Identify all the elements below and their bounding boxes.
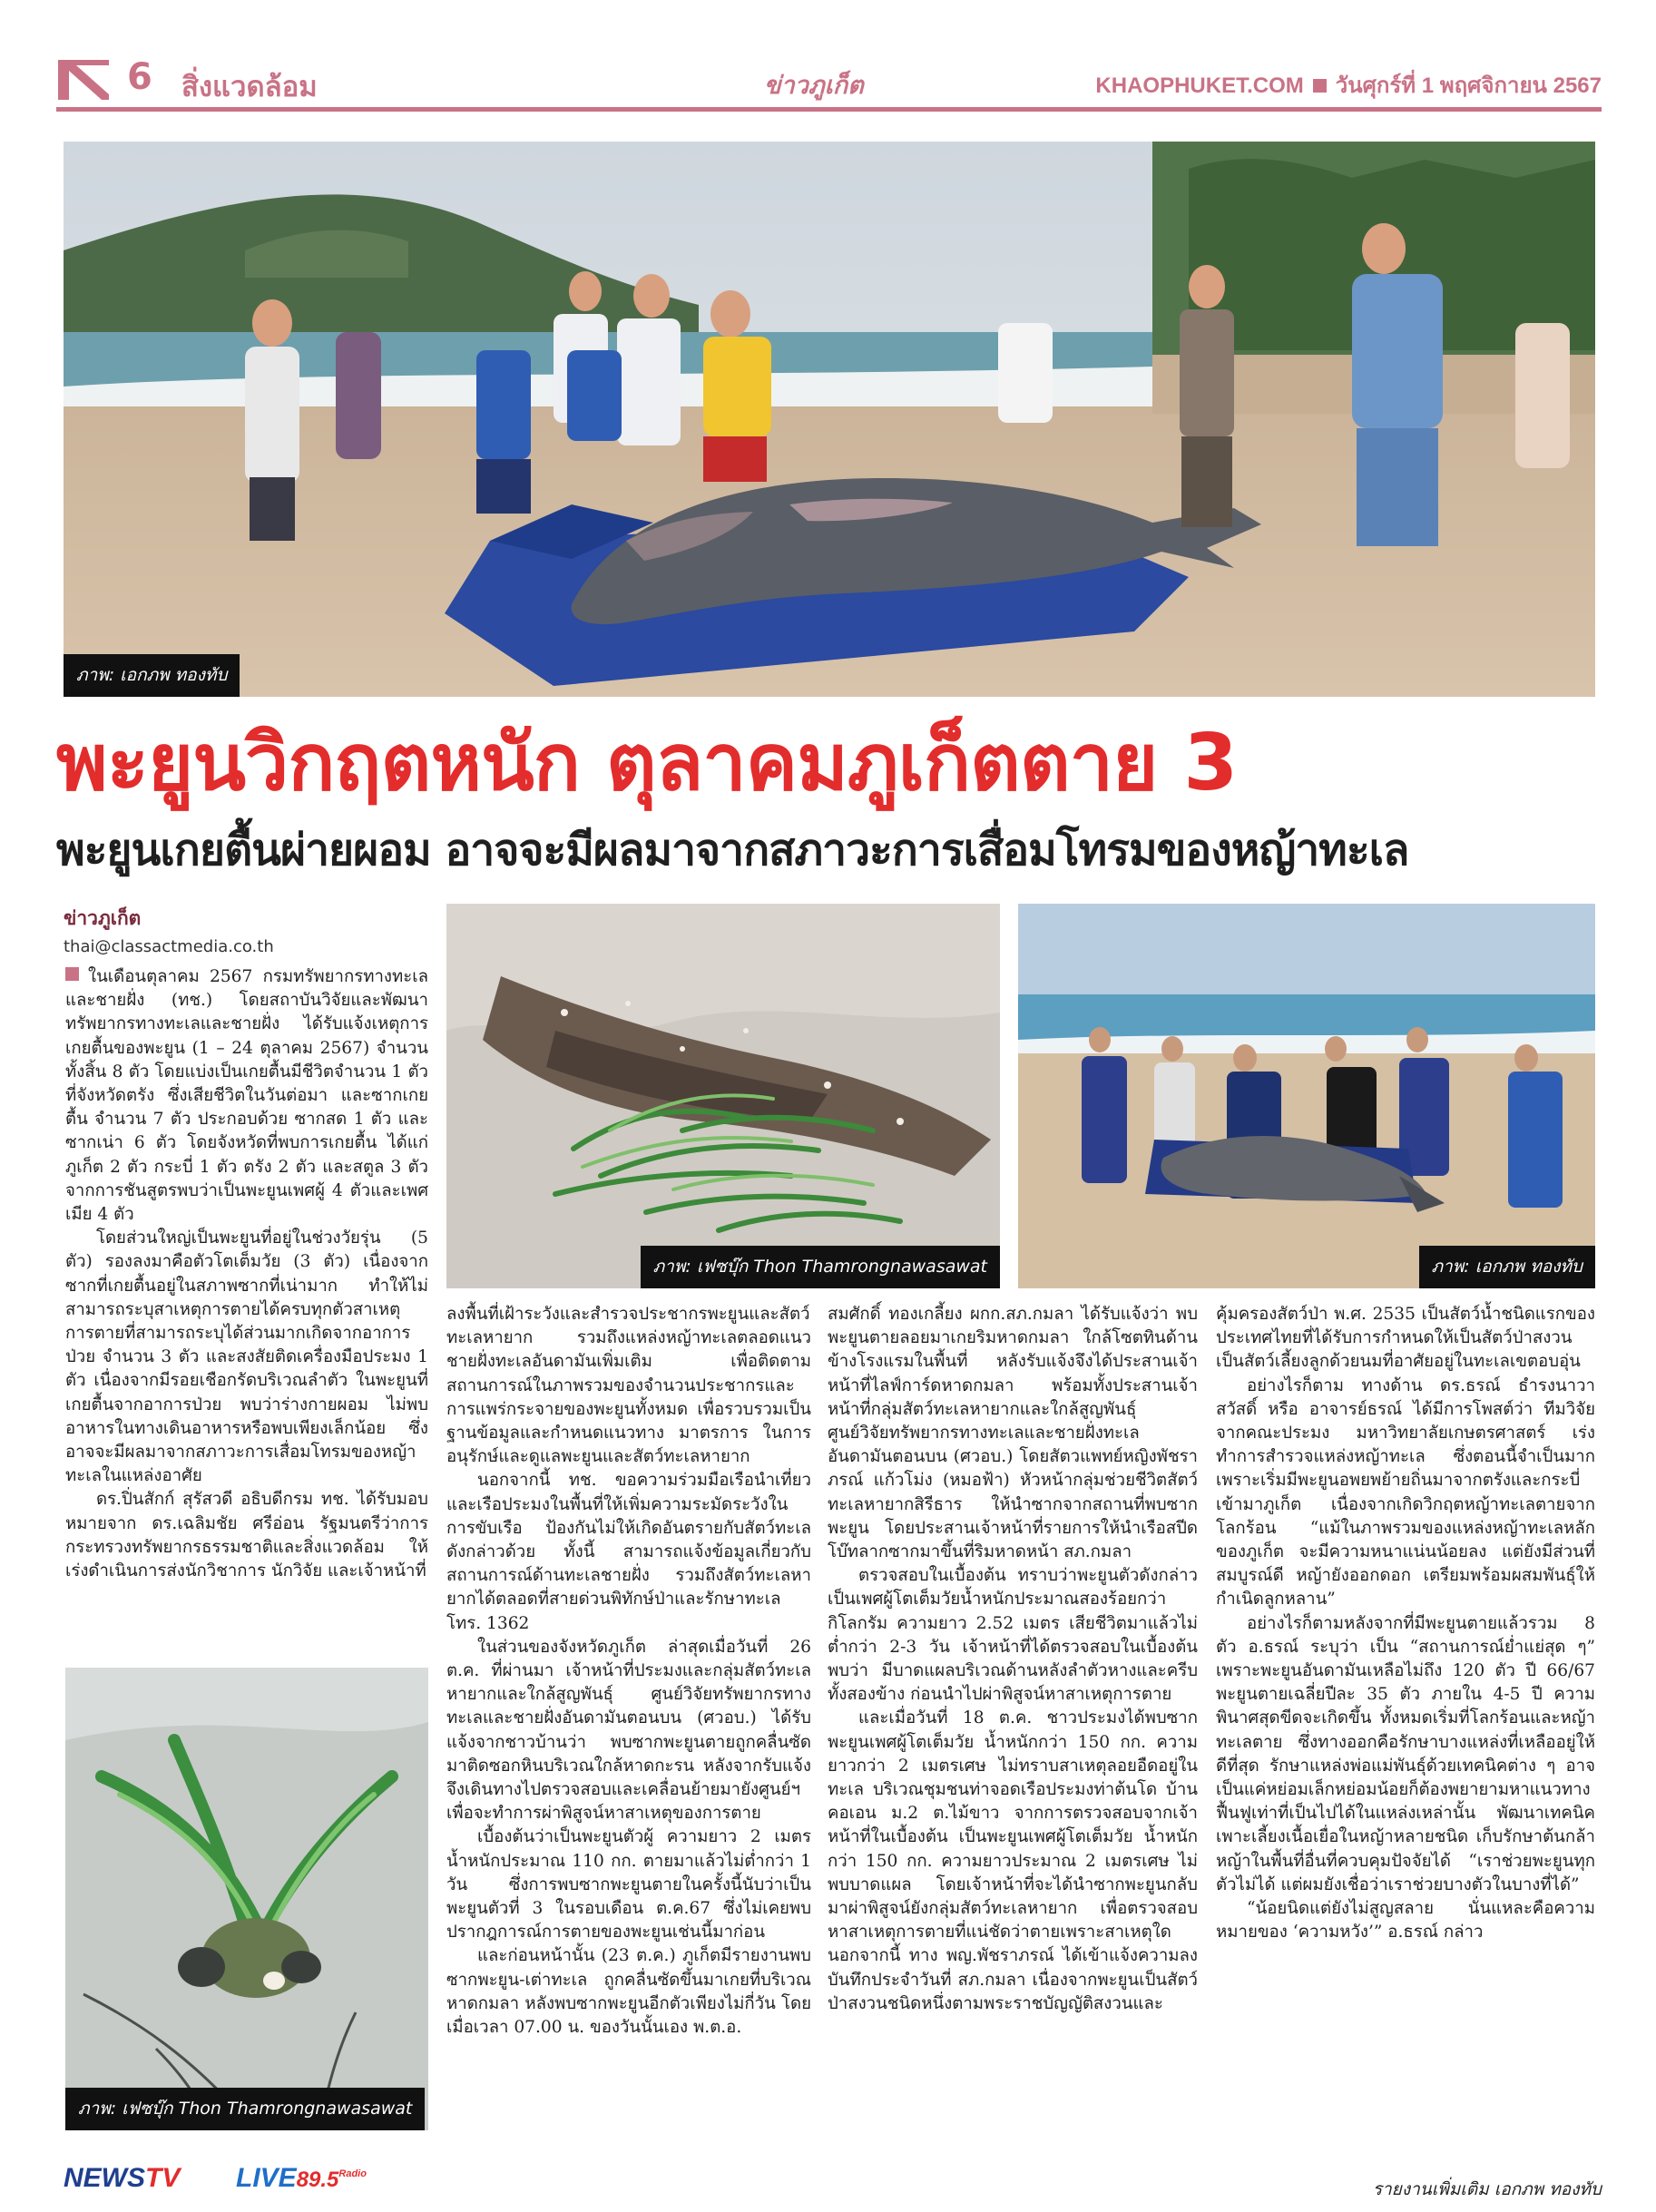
paragraph: ลงพื้นที่เฝ้าระวังและสำรวจประชากรพะยูนและสัตว์ทะเลหายาก รวมถึงแหล่งหญ้าทะเลตลอดแนวชายฝั่งทะเลอันดามันเพิ่มเติม เพื่อติดตามสถานการณ์ในภาพรวมของจำนวนประชากรและการแพร่กระจายของพะยูนทั้งหมด เพื่อรวบรวมเป็นฐานข้อมูลและกำหนดแนวทาง มาตรการ ในการอนุรักษ์และดูแลพะยูนและสัตว์ทะเลหายาก bbox=[446, 1305, 811, 1467]
article-column-1 bbox=[65, 965, 428, 1583]
byline-email[interactable]: thai@classactmedia.co.th bbox=[64, 937, 274, 956]
main-photo-dugong-beach bbox=[64, 142, 1595, 697]
report-credit: รายงานเพิ่มเติม เอกภพ ทองทับ bbox=[1372, 2179, 1602, 2199]
news-tv-logo: NEWSTV bbox=[64, 2163, 181, 2193]
paragraph: “น้อยนิดแต่ยังไม่สูญสลาย นั่นแหละคือความหมายของ ‘ความหวัง’” อ.ธรณ์ กล่าว bbox=[1216, 1899, 1595, 1943]
paragraph: อย่างไรก็ตามหลังจากที่มีพะยูนตายแล้วรวม 8 ตัว อ.ธรณ์ ระบุว่า เป็น “สถานการณ์ย่ำแย่สุด ๆ” เพราะพะยูนอันดามันเหลือไม่ถึง 120 ตัว ปี 66/67 พะยูนตายเฉลี่ยปีละ 35 ตัว ภายใน 4-5 ปี ความพินาศสุดขีดจะเกิดขึ้น ทั้งหมดเริ่มที่โลกร้อนและหญ้าทะเลตาย ซึ่งทางออกคือรักษาบางแหล่งที่เหลืออยู่ให้ดีที่สุด รักษาแหล่งพ่อแม่พันธุ์ด้วยเทคนิคต่าง ๆ อาจเป็นแค่หย่อมเล็กหย่อมน้อยก็ต้องพยายามหาแนวทางฟื้นฟูเท่าที่เป็นไปได้ในแหล่งเหล่านั้น พัฒนาเทคนิคเพาะเลี้ยงเนื้อเยื่อในหญ้าหลายชนิด เก็บรักษาต้นกล้าหญ้าในพื้นที่อื่นที่ควบคุมปัจจัยได้ “เราช่วยพะยูนทุกตัวไม่ได้ แต่ผมยังเชื่อว่าเราช่วยบางตัวในบางที่ได้” bbox=[1216, 1613, 1595, 1894]
subheadline: พะยูนเกยตื้นผ่ายผอม อาจจะมีผลมาจากสภาวะการเสื่อมโทรมของหญ้าทะเล bbox=[56, 825, 1409, 876]
seagrass-photo-caption: ภาพ: เฟซบุ๊ก Thon Thamrongnawasawat bbox=[641, 1246, 1000, 1288]
paragraph: อย่างไรก็ตาม ทางด้าน ดร.ธรณ์ ธำรงนาวาสวัสดิ์ หรือ อาจารย์ธรณ์ ได้มีการโพสต์ว่า ทีมวิจัยจากคณะประมง มหาวิทยาลัยเกษตรศาสตร์ เร่งทำการสำรวจแหล่งหญ้าทะเล ซึ่งตอนนี้จำเป็นมากเพราะเริ่มมีพะยูนอพยพย้ายถิ่นมาจากตรังและกระบี่เข้ามาภูเก็ต เนื่องจากเกิดวิกฤตหญ้าทะเลตายจากโลกร้อน “แม้ในภาพรวมของแหล่งหญ้าทะเลหลักของภูเก็ต จะมีความหนาแน่นน้อยลง แต่ยังมีส่วนที่สมบูรณ์ดี หญ้ายังออกดอก เตรียมพร้อมผสมพันธุ์ให้กำเนิดลูกหลาน” bbox=[1216, 1375, 1595, 1610]
seagrass-closeup-photo bbox=[65, 1668, 428, 2130]
masthead bbox=[56, 54, 1602, 109]
lead-bullet-icon bbox=[65, 967, 79, 981]
paragraph: ตรวจสอบในเบื้องต้น ทราบว่าพะยูนตัวดังกล่าวเป็นเพศผู้โตเต็มวัยน้ำหนักประมาณสองร้อยกว่ากิโลกรัม ความยาว 2.52 เมตร เสียชีวิตมาแล้วไม่ต่ำกว่า 2-3 วัน เจ้าหน้าที่ได้ตรวจสอบในเบื้องต้นพบว่า มีบาดแผลบริเวณด้านหลังลำตัวหางและครีบทั้งสองข้าง ก่อนนำไปผ่าพิสูจน์หาสาเหตุการตาย bbox=[828, 1566, 1198, 1705]
paper-logo: ข่าวภูเก็ต bbox=[764, 72, 864, 100]
headline: พะยูนวิกฤตหนัก ตุลาคมภูเก็ตตาย 3 bbox=[56, 718, 1238, 808]
paragraph: และเมื่อวันที่ 18 ต.ค. ชาวประมงได้พบซากพะยูนเพศผู้โตเต็มวัย น้ำหนักกว่า 150 กก. ความยาวกว่า 2 เมตรเศษ ไม่ทราบสาเหตุลอยอืดอยู่ในทะเล บริเวณชุมชนท่าจอดเรือประมงท่าต้นโด บ้านคอเอน ม.2 ต.ไม้ขาว จากการตรวจสอบจากเจ้าหน้าที่ในเบื้องต้น เป็นพะยูนเพศผู้โตเต็มวัย น้ำหนักกว่า 150 กก. ความยาวประมาณ 2 เมตรเศษ ไม่พบบาดแผล โดยเจ้าหน้าที่จะได้นำซากพะยูนกลับมาผ่าพิสูจน์ยังกลุ่มสัตว์ทะเลหายาก เพื่อตรวจสอบหาสาเหตุการตายที่แน่ชัดว่าตายเพราะสาเหตุใดนอกจากนี้ ทาง พญ.พัชราภรณ์ ได้เข้าแจ้งความลงบันทึกประจำวันที่ สภ.กมลา เนื่องจากพะยูนเป็นสัตว์ป่าสงวนชนิดหนึ่งตามพระราชบัญญัติสงวนและ bbox=[828, 1708, 1198, 2013]
rescue-image bbox=[1018, 904, 1595, 1288]
site-url[interactable]: KHAOPHUKET.COM bbox=[1095, 73, 1304, 98]
section-arrow-icon bbox=[56, 58, 111, 102]
byline bbox=[64, 904, 274, 956]
paragraph: โดยส่วนใหญ่เป็นพะยูนที่อยู่ในช่วงวัยรุ่น (5 ตัว) รองลงมาคือตัวโตเต็มวัย (3 ตัว) เนื่องจากซากที่เกยตื้นอยู่ในสภาพซากที่เน่ามาก ทำให้ไม่สามารถระบุสาเหตุการตายได้ครบทุกตัวสาเหตุการตายที่สามารถระบุได้ส่วนมากเกิดจากอาการป่วย จำนวน 3 ตัว และสงสัยติดเครื่องมือประมง 1 ตัว เนื่องจากมีรอยเชือกรัดบริเวณลำตัว ในพะยูนที่เกยตื้นจากอาการป่วย พบว่าร่างกายผอม ไม่พบอาหารในทางเดินอาหารหรือพบเพียงเล็กน้อย ซึ่งอาจจะมีผลมาจากสภาวะการเสื่อมโทรมของหญ้าทะเลในแหล่งอาศัย bbox=[65, 1228, 428, 1486]
paragraph: และก่อนหน้านั้น (23 ต.ค.) ภูเก็ตมีรายงานพบซากพะยูน-เต่าทะเล ถูกคลื่นซัดขึ้นมาเกยที่บริเวณหาดกมลา หลังพบซากพะยูนอีกตัวเพียงไม่กี่วัน โดยเมื่อเวลา 07.00 น. ของวันนั้นเอง พ.ต.อ. bbox=[446, 1946, 811, 2038]
paragraph: ในส่วนของจังหวัดภูเก็ต ล่าสุดเมื่อวันที่ 26 ต.ค. ที่ผ่านมา เจ้าหน้าที่ประมงและกลุ่มสัตว์ทะเลหายากและใกล้สูญพันธุ์ ศูนย์วิจัยทรัพยากรทางทะเลและชายฝั่งอันดามันตอนบน (ศวอบ.) ได้รับแจ้งจากชาวบ้านว่า พบซากพะยูนตายถูกคลื่นซัดมาติดซอกหินบริเวณใกล้หาดกะรน หลังจากรับแจ้งจึงเดินทางไปตรวจสอบและเคลื่อนย้ายมายังศูนย์ฯเพื่อจะทำการผ่าพิสูจน์หาสาเหตุของการตาย bbox=[446, 1637, 811, 1824]
site-and-date bbox=[1095, 67, 1602, 103]
section-title: สิ่งแวดล้อม bbox=[181, 71, 318, 103]
paragraph: สมศักดิ์ ทองเกลี้ยง ผกก.สภ.กมลา ได้รับแจ้งว่า พบพะยูนตายลอยมาเกยริมหาดกมลา ใกล้โซตทินด้านข้างโรงแรมในพื้นที่ หลังรับแจ้งจึงได้ประสานเจ้าหน้าที่ไลฟ์การ์ดหาดกมลา พร้อมทั้งประสานเจ้าหน้าที่กลุ่มสัตว์ทะเลหายากและใกล้สูญพันธุ์ ศูนย์วิจัยทรัพยากรทางทะเลและชายฝั่งทะเลอันดามันตอนบน (ศวอบ.) โดยสัตวแพทย์หญิงพัชราภรณ์ แก้วโม่ง (หมอฟ้า) หัวหน้ากลุ่มช่วยชีวิตสัตว์ทะเลหายากสิรีธาร ให้นำซากจากสถานที่พบซากพะยูน โดยประสานเจ้าหน้าที่รายการให้นำเรือสปีดโบ๊ทลากซากมาขึ้นที่ริมหาดหน้า สภ.กมลา bbox=[828, 1305, 1198, 1562]
byline-name: ข่าวภูเก็ต bbox=[64, 907, 142, 929]
beach-scene-image bbox=[64, 142, 1595, 697]
article-column-2 bbox=[446, 1303, 811, 2040]
paragraph: คุ้มครองสัตว์ป่า พ.ศ. 2535 เป็นสัตว์น้ำชนิดแรกของประเทศไทยที่ได้รับการกำหนดให้เป็นสัตว์ป่าสงวน เป็นสัตว์เลี้ยงลูกด้วยนมที่อาศัยอยู่ในทะเลเขตอบอุ่น bbox=[1216, 1305, 1595, 1372]
main-photo-caption: ภาพ: เอกภพ ทองทับ bbox=[64, 654, 240, 697]
article-column-3 bbox=[828, 1303, 1198, 2016]
seagrass-closeup-image bbox=[65, 1668, 428, 2130]
paragraph: นอกจากนี้ ทช. ขอความร่วมมือเรือนำเที่ยวและเรือประมงในพื้นที่ให้เพิ่มความระมัดระวังในการขับเรือ ป้องกันไม่ให้เกิดอันตรายกับสัตว์ทะเลดังกล่าวด้วย ทั้งนี้ สามารถแจ้งข้อมูลเกี่ยวกับสถานการณ์ด้านทะเลชายฝั่ง รวมถึงสัตว์ทะเลหายากได้ตลอดที่สายด่วนพิทักษ์ป่าและรักษาทะเล โทร. 1362 bbox=[446, 1471, 811, 1633]
page-number: 6 bbox=[127, 56, 152, 98]
paragraph: ดร.ปิ่นสักก์ สุรัสวดี อธิบดีกรม ทช. ได้รับมอบหมายจาก ดร.เฉลิมชัย ศรีอ่อน รัฐมนตรีว่าการกระทรวงทรัพยากรธรรมชาติและสิ่งแวดล้อม ให้เร่งดำเนินการส่งนักวิชาการ นักวิจัย และเจ้าหน้าที่ bbox=[65, 1490, 428, 1581]
square-separator-icon bbox=[1313, 79, 1327, 93]
paragraph: เบื้องต้นว่าเป็นพะยูนตัวผู้ ความยาว 2 เมตร น้ำหนักประมาณ 110 กก. ตายมาแล้วไม่ต่ำกว่า 1 วัน ซึ่งการพบซากพะยูนตายในครั้งนี้นับว่าเป็นพะยูนตัวที่ 3 ในรอบเดือน ต.ค.67 ซึ่งไม่เคยพบปรากฎการณ์การตายของพะยูนเช่นนี้มาก่อน bbox=[446, 1827, 811, 1943]
seagrass-image bbox=[446, 904, 1000, 1288]
live-radio-logo: $LIVE89.5^{Radio}$ bbox=[236, 2163, 367, 2193]
article-column-4 bbox=[1216, 1303, 1595, 1944]
seagrass-closeup-caption: ภาพ: เฟซบุ๊ก Thon Thamrongnawasawat bbox=[65, 2088, 425, 2130]
masthead-rule bbox=[56, 107, 1602, 112]
paragraph: ในเดือนตุลาคม 2567 กรมทรัพยากรทางทะเลและชายฝั่ง (ทช.) โดยสถาบันวิจัยและพัฒนาทรัพยากรทางทะเลและชายฝั่ง ได้รับแจ้งเหตุการเกยตื้นของพะยูน (1 – 24 ตุลาคม 2567) จำนวนทั้งสิ้น 8 ตัว โดยแบ่งเป็นเกยตื้นมีชีวิตจำนวน 1 ตัว ที่จังหวัดตรัง ซึ่งเสียชีวิตในวันต่อมา และซากเกยตื้น จำนวน 7 ตัว ประกอบด้วย ซากสด 1 ตัว และซากเน่า 6 ตัว โดยจังหวัดที่พบการเกยตื้น ได้แก่ ภูเก็ต 2 ตัว กระบี่ 1 ตัว ตรัง 2 ตัว และสตูล 3 ตัว จากการชันสูตรพบว่าเป็นพะยูนเพศผู้ 4 ตัวและเพศเมีย 4 ตัว bbox=[65, 967, 428, 1225]
rescue-photo bbox=[1018, 904, 1595, 1288]
rescue-photo-caption: ภาพ: เอกภพ ทองทับ bbox=[1419, 1246, 1595, 1288]
seagrass-photo bbox=[446, 904, 1000, 1288]
issue-date: วันศุกร์ที่ 1 พฤศจิกายน 2567 bbox=[1335, 73, 1602, 98]
